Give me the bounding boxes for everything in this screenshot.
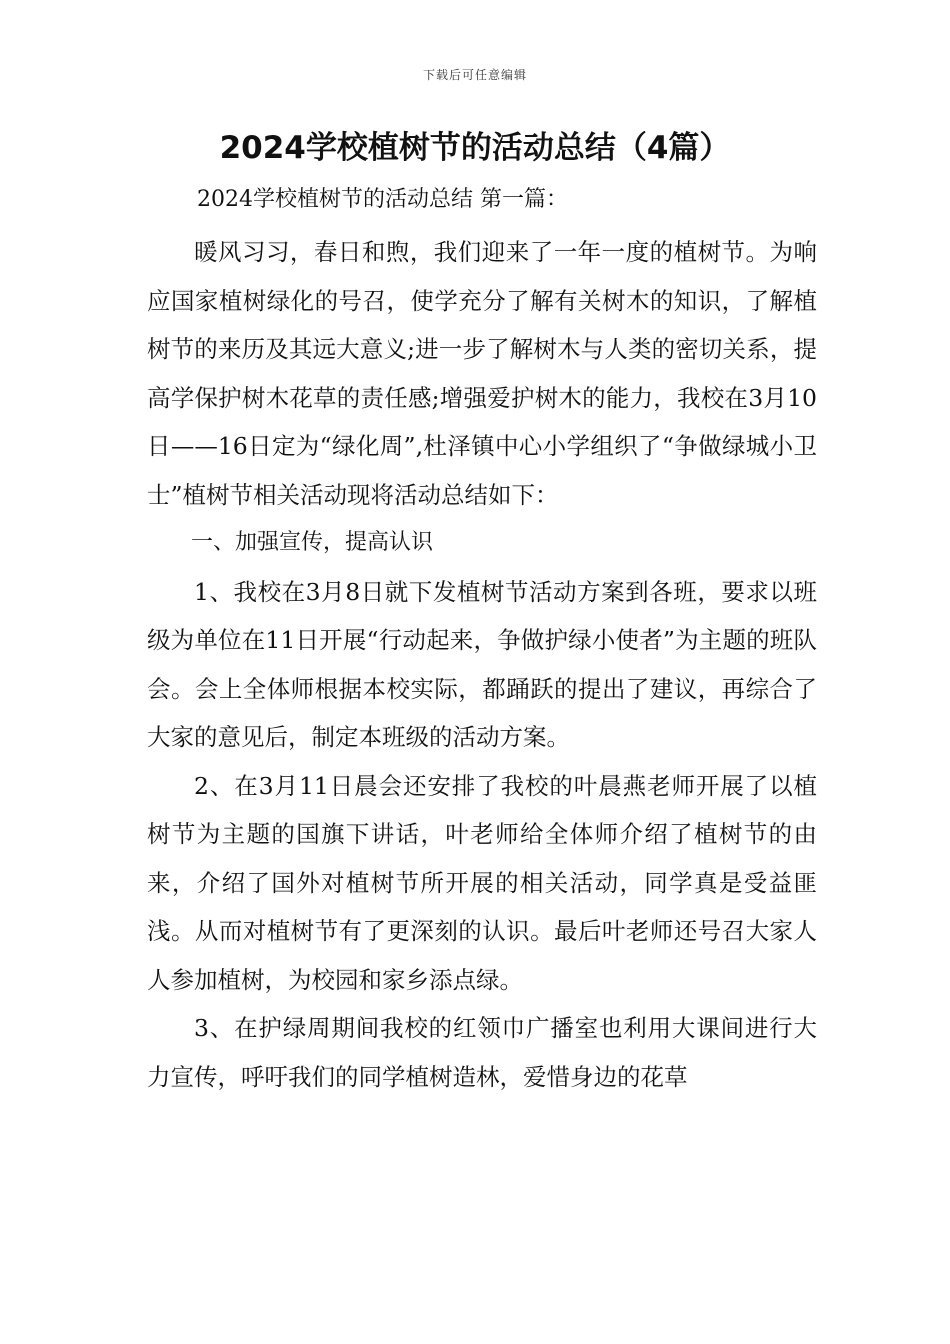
paragraph-item-2: 2、在3月11日晨会还安排了我校的叶晨燕老师开展了以植树节为主题的国旗下讲话，叶老师给全体师介绍了植树节的由来，介绍了国外对植树节所开展的相关活动，同学真是受益匪浅。从而对植树节有了更深刻的认识。最后叶老师还号召大家人人参加植树，为校园和家乡添点绿。	[147, 771, 817, 994]
paragraph-item-3: 3、在护绿周期间我校的红领巾广播室也利用大课间进行大力宣传，呼吁我们的同学植树造林，爱惜身边的花草	[147, 1014, 817, 1091]
document-body	[147, 228, 817, 1101]
subheading-1: 一、加强宣传，提高认识	[191, 530, 434, 555]
document-title: 2024学校植树节的活动总结（4篇）	[219, 130, 731, 166]
paragraph-item-1: 1、我校在3月8日就下发植树节活动方案到各班，要求以班级为单位在11日开展“行动起来，争做护绿小使者”为主题的班队会。会上全体师根据本校实际，都踊跃的提出了建议，再综合了大家的意见后，制定本班级的活动方案。	[147, 577, 817, 751]
section-heading: 2024学校植树节的活动总结 第一篇：	[197, 187, 568, 212]
paragraph-intro: 暖风习习，春日和煦，我们迎来了一年一度的植树节。为响应国家植树绿化的号召，使学充分了解有关树木的知识，了解植树节的来历及其远大意义;进一步了解树木与人类的密切关系，提高学保护树木花草的责任感;增强爱护树木的能力，我校在3月10日——16日定为“绿化周”,杜泽镇中心小学组织了“争做绿城小卫士”植树节相关活动现将活动总结如下：	[147, 238, 817, 509]
header-note: 下载后可任意编辑	[422, 68, 527, 82]
